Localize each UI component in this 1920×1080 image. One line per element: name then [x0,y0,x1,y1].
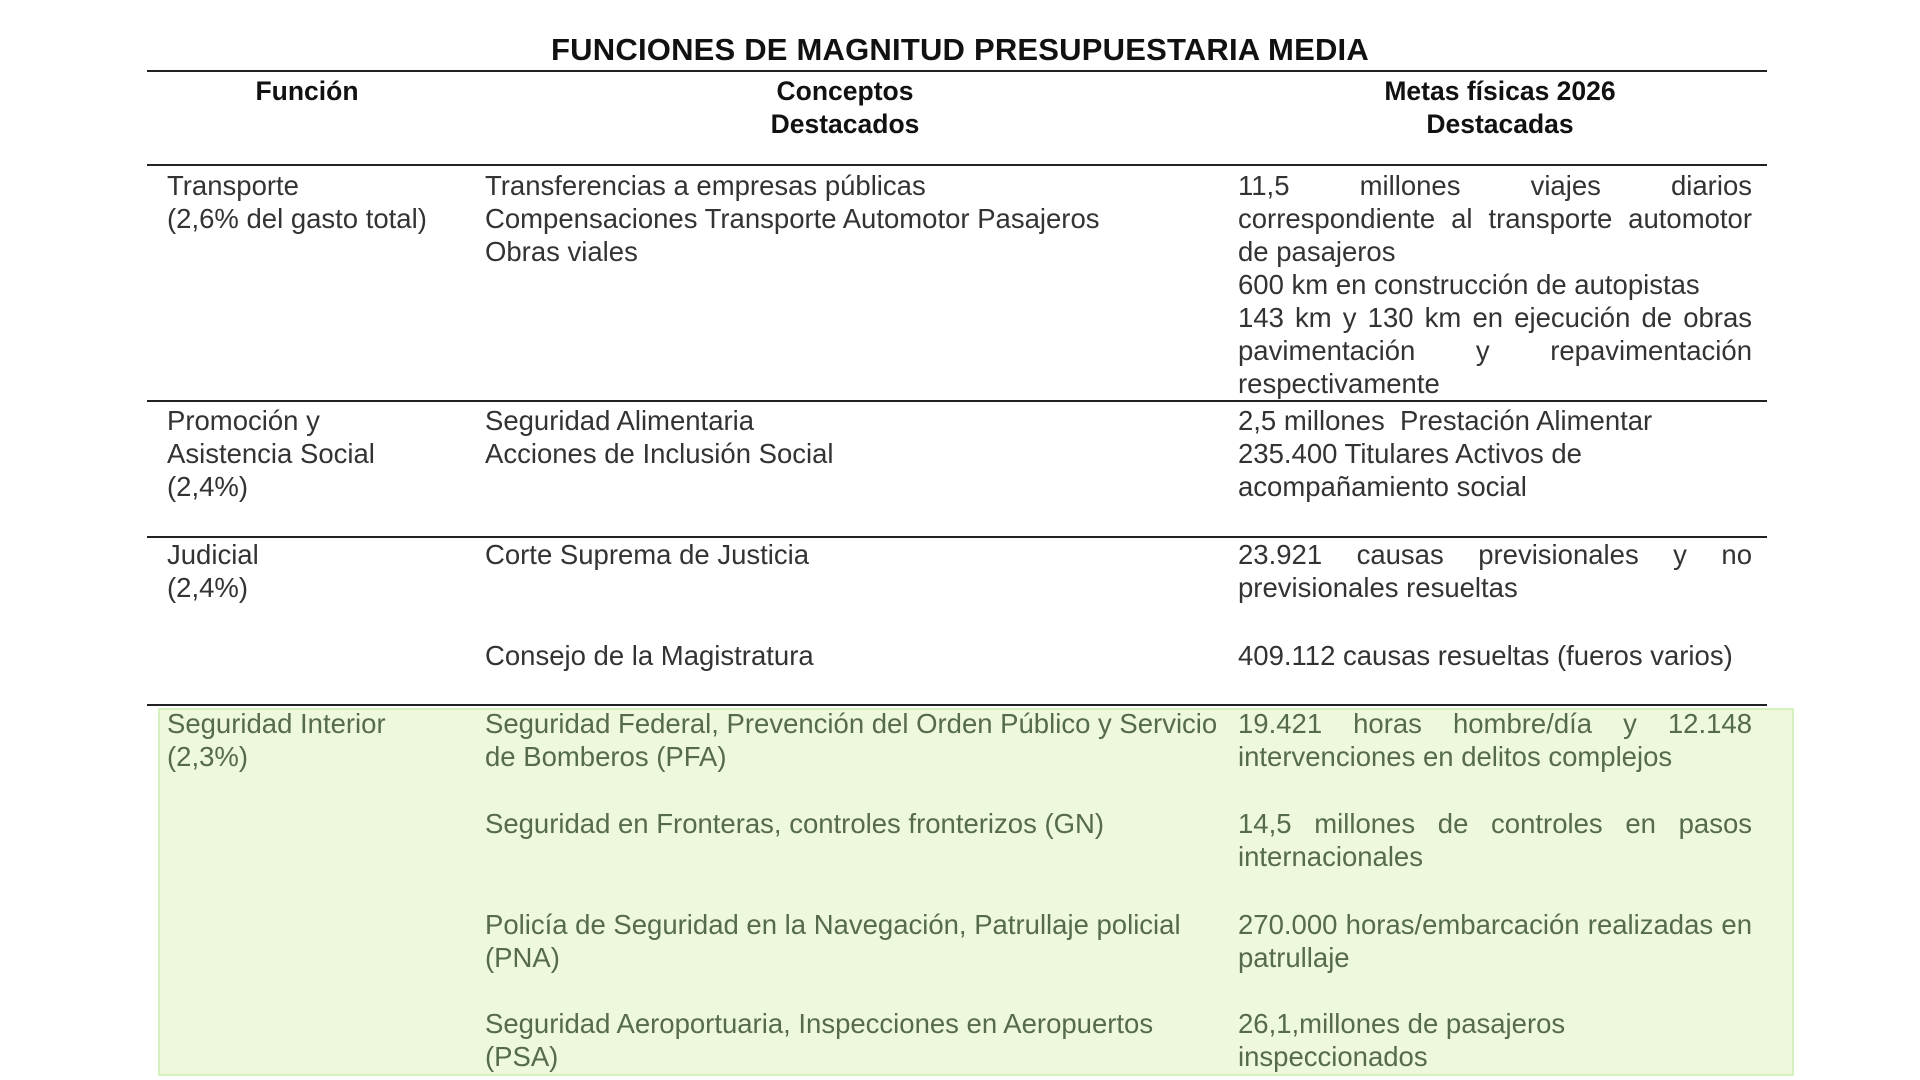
promocion-funcion-line: Promoción y [167,405,320,436]
transporte-metas [1238,169,1752,400]
seguridad-funcion-name: Seguridad Interior [167,708,386,739]
promocion-metas [1238,404,1752,503]
seguridad-meta-pna: 270.000 horas/embarcación realizadas en patrullaje [1238,909,1752,973]
rule-header-bottom [147,164,1767,166]
seguridad-concepto-pfa: Seguridad Federal, Prevención del Orden Público y Servicio de Bomberos (PFA) [485,708,1218,772]
header-conceptos-line-2: Destacados [770,109,920,139]
seguridad-meta-pfa: 19.421 horas hombre/día y 12.148 intervenciones en delitos complejos [1238,708,1752,772]
promocion-meta: 235.400 Titulares Activos de [1238,438,1582,469]
judicial-funcion [167,538,467,604]
judicial-meta-corte: 23.921 causas previsionales y no previsionales resueltas [1238,539,1752,603]
seguridad-concepto-psa: Seguridad Aeroportuaria, Inspecciones en Aeropuertos (PSA) [485,1008,1154,1072]
header-conceptos [595,75,1095,141]
transporte-funcion-share: (2,6% del gasto total) [167,203,427,234]
judicial-funcion-share: (2,4%) [167,572,248,603]
transporte-conceptos [485,169,1225,268]
header-metas-line-1: Metas físicas 2026 [1384,76,1616,106]
promocion-funcion [167,404,467,503]
judicial-concepto-consejo: Consejo de la Magistratura [485,640,814,671]
promocion-meta: 2,5 millones Prestación Alimentar [1238,405,1653,436]
header-metas [1250,75,1750,141]
transporte-meta: 143 km y 130 km en ejecución de obras pavimentación y repavimentación respectivamente [1238,302,1752,399]
promocion-conceptos [485,404,1225,470]
seguridad-meta-gn: 14,5 millones de controles en pasos internacionales [1238,808,1752,872]
header-metas-line-2: Destacadas [1426,109,1574,139]
seguridad-funcion-share: (2,3%) [167,741,248,772]
seguridad-funcion [167,707,467,773]
seguridad-concepto-gn: Seguridad en Fronteras, controles fronterizos (GN) [485,808,1105,839]
transporte-concepto: Obras viales [485,236,638,267]
promocion-funcion-line: Asistencia Social [167,438,375,469]
seguridad-meta-psa: 26,1,millones de pasajeros inspeccionados [1238,1008,1566,1072]
transporte-funcion [167,169,467,235]
promocion-funcion-share: (2,4%) [167,471,248,502]
header-conceptos-line-1: Conceptos [776,76,914,106]
transporte-concepto: Compensaciones Transporte Automotor Pasajeros [485,203,1100,234]
promocion-meta: acompañamiento social [1238,471,1527,502]
judicial-meta-consejo: 409.112 causas resueltas (fueros varios) [1238,640,1733,671]
transporte-funcion-name: Transporte [167,170,299,201]
promocion-concepto: Acciones de Inclusión Social [485,438,834,469]
header-funcion: Función [255,76,359,106]
rule-row-judicial [147,704,1767,706]
transporte-concepto: Transferencias a empresas públicas [485,170,926,201]
rule-top [147,70,1767,72]
transporte-meta: 11,5 millones viajes diarios correspondiente al transporte automotor de pasajeros [1238,170,1752,267]
judicial-funcion-name: Judicial [167,539,259,570]
seguridad-concepto-pna: Policía de Seguridad en la Navegación, Patrullaje policial (PNA) [485,909,1181,973]
promocion-concepto: Seguridad Alimentaria [485,405,755,436]
transporte-meta: 600 km en construcción de autopistas [1238,269,1700,300]
table-title: FUNCIONES DE MAGNITUD PRESUPUESTARIA MEDIA [551,32,1369,67]
rule-row-transporte [147,400,1767,402]
judicial-concepto-corte: Corte Suprema de Justicia [485,539,810,570]
